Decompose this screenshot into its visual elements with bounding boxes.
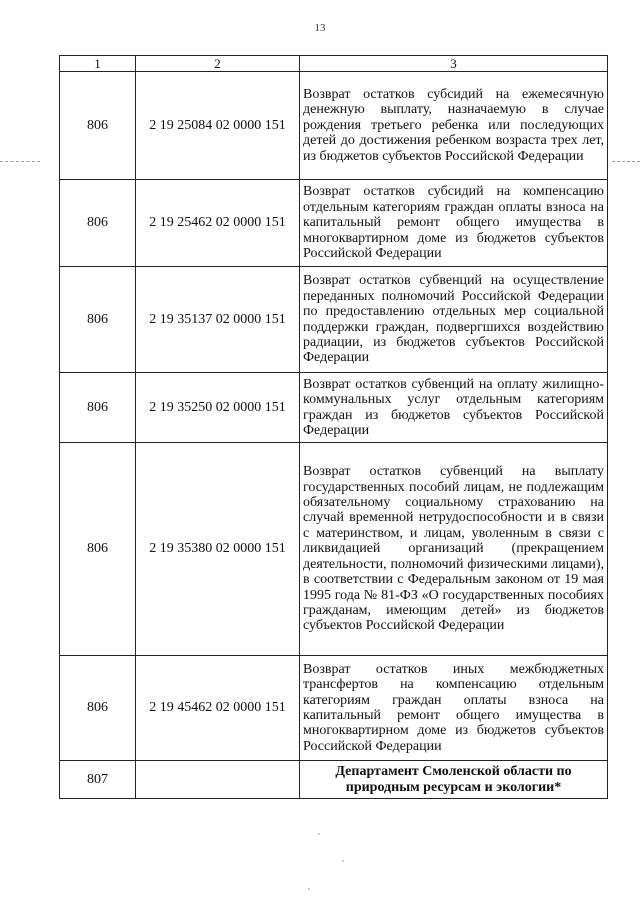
table-row	[60, 656, 608, 761]
table-row	[60, 267, 608, 373]
margin-mark-right	[612, 161, 640, 162]
revenue-name: Возврат остатков субвенций на осуществление переданных полномочий Российской Федерации по предоставлению отдельных мер социальной поддержки граждан, подвергшихся воздействию радиации, из бюджетов субъектов Российской Федерации	[300, 267, 608, 373]
table-header-row	[60, 56, 608, 72]
table-row	[60, 72, 608, 180]
admin-code: 806	[60, 72, 136, 180]
revenue-name: Возврат остатков субсидий на компенсацию отдельным категориям граждан оплаты взноса на капитальный ремонт общего имущества в многоквартирном доме из бюджетов субъектов Российской Федерации	[300, 180, 608, 267]
admin-code: 806	[60, 373, 136, 443]
table-row	[60, 373, 608, 443]
budget-classification-code: 2 19 25084 02 0000 151	[136, 72, 300, 180]
revenue-name: Возврат остатков субвенций на оплату жилищно-коммунальных услуг отдельным категориям граждан из бюджетов субъектов Российской Федерации	[300, 373, 608, 443]
admin-code: 807	[60, 761, 136, 799]
budget-classification-code: 2 19 45462 02 0000 151	[136, 656, 300, 761]
table-row	[60, 761, 608, 799]
table-row	[60, 443, 608, 656]
revenue-name: Возврат остатков субвенций на выплату государственных пособий лицам, не подлежащим обязательному социальному страхованию на случай временной нетрудоспособности и в связи с материнством, и лицам, уволенным в связи с ликвидацией организаций (прекращением деятельности, полномочий физическими лицами), в соответствии с Федеральным законом от 19 мая 1995 года № 81-ФЗ «О государственных пособиях гражданам, имеющим детей» из бюджетов субъектов Российской Федерации	[300, 443, 608, 656]
admin-code: 806	[60, 267, 136, 373]
header-col-2: 2	[136, 56, 300, 72]
table-row	[60, 180, 608, 267]
scan-speck	[318, 833, 320, 835]
scan-speck	[308, 888, 310, 890]
budget-classification-code: 2 19 25462 02 0000 151	[136, 180, 300, 267]
revenue-name: Возврат остатков субсидий на ежемесячную денежную выплату, назначаемую в случае рождения третьего ребенка или последующих детей до достижения ребенком возраста трех лет, из бюджетов субъектов Российской Федерации	[300, 72, 608, 180]
admin-code: 806	[60, 180, 136, 267]
admin-code: 806	[60, 443, 136, 656]
budget-classification-code: 2 19 35250 02 0000 151	[136, 373, 300, 443]
budget-classification-code: 2 19 35380 02 0000 151	[136, 443, 300, 656]
budget-classification-code	[136, 761, 300, 799]
budget-codes-table	[59, 55, 608, 799]
admin-code: 806	[60, 656, 136, 761]
scan-speck	[342, 860, 344, 862]
header-col-3: 3	[300, 56, 608, 72]
department-name: Департамент Смоленской области по природным ресурсам и экологии*	[300, 761, 608, 799]
budget-classification-code: 2 19 35137 02 0000 151	[136, 267, 300, 373]
page-number: 13	[314, 22, 326, 34]
margin-mark-left	[0, 161, 40, 162]
header-col-1: 1	[60, 56, 136, 72]
revenue-name: Возврат остатков иных межбюджетных трансфертов на компенсацию отдельным категориям граждан оплаты взноса на капитальный ремонт общего имущества в многоквартирном доме из бюджетов субъектов Российской Федерации	[300, 656, 608, 761]
